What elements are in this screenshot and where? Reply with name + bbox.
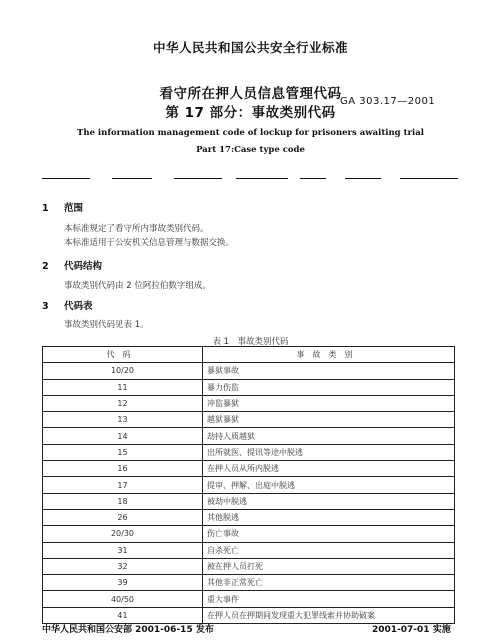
section-1-heading <box>42 200 83 214</box>
title-rule-segment <box>345 178 381 179</box>
category-cell: 自杀死亡 <box>203 542 455 558</box>
code-cell: 40/50 <box>43 591 203 607</box>
category-cell: 暴力伤监 <box>203 379 455 395</box>
section-3-heading <box>42 298 93 312</box>
case-type-code-table <box>42 346 455 624</box>
category-cell: 被劫中脱逃 <box>203 493 455 509</box>
title-rule-segment <box>300 178 326 179</box>
code-cell: 13 <box>43 412 203 428</box>
table-row <box>43 591 455 607</box>
implementation-date: 2001-07-01 实施 <box>372 625 451 635</box>
category-cell: 在押人员在押期间发现重大犯罪线索并协助破案 <box>203 607 455 623</box>
category-cell: 冲监暴狱 <box>203 395 455 411</box>
section-number: 3 <box>42 301 49 312</box>
title-rule-segment <box>174 178 222 179</box>
table-caption: 表 1 事故类别代码 <box>212 337 289 347</box>
code-cell: 15 <box>43 444 203 460</box>
column-header-code: 代码 <box>43 347 203 363</box>
code-cell: 41 <box>43 607 203 623</box>
category-cell: 暴狱事故 <box>203 363 455 379</box>
table-row <box>43 493 455 509</box>
section-title: 代码结构 <box>64 261 103 272</box>
table-row <box>43 509 455 525</box>
section-2-paragraph: 事故类别代码由 2 位阿拉伯数字组成。 <box>64 281 211 291</box>
table-row <box>43 558 455 574</box>
code-cell: 17 <box>43 477 203 493</box>
standard-code: GA 303.17—2001 <box>340 96 436 107</box>
code-cell: 20/30 <box>43 526 203 542</box>
title-rule-segment <box>400 178 458 179</box>
table-row <box>43 575 455 591</box>
code-cell: 26 <box>43 509 203 525</box>
table-row <box>43 461 455 477</box>
english-subtitle: Part 17:Case type code <box>196 145 305 155</box>
section-title: 范围 <box>64 203 84 214</box>
section-title: 代码表 <box>64 301 93 312</box>
section-1-paragraph: 本标准适用于公安机关信息管理与数据交换。 <box>64 238 235 248</box>
section-3-paragraph: 事故类别代码见表 1。 <box>64 320 149 330</box>
column-header-category: 事故类别 <box>203 347 455 363</box>
english-title: The information management code of lockup for prisoners awaiting trial <box>77 128 424 138</box>
category-cell: 其他非正常死亡 <box>203 575 455 591</box>
publication-date: 中华人民共和国公安部 2001-06-15 发布 <box>42 625 214 635</box>
category-cell: 劫持人质越狱 <box>203 428 455 444</box>
table-row <box>43 395 455 411</box>
category-cell: 越狱暴狱 <box>203 412 455 428</box>
section-number: 2 <box>42 261 49 272</box>
code-cell: 31 <box>43 542 203 558</box>
table-row <box>43 444 455 460</box>
code-cell: 39 <box>43 575 203 591</box>
category-cell: 被在押人员打死 <box>203 558 455 574</box>
code-cell: 18 <box>43 493 203 509</box>
table-row <box>43 363 455 379</box>
category-cell: 其他脱逃 <box>203 509 455 525</box>
code-cell: 11 <box>43 379 203 395</box>
section-2-heading <box>42 258 102 272</box>
code-cell: 14 <box>43 428 203 444</box>
title-rule-segment <box>236 178 288 179</box>
title-rule-segment <box>42 178 90 179</box>
section-number: 1 <box>42 203 49 214</box>
category-cell: 在押人员从所内脱逃 <box>203 461 455 477</box>
table-row <box>43 379 455 395</box>
code-cell: 16 <box>43 461 203 477</box>
category-cell: 出所就医、提讯等途中脱逃 <box>203 444 455 460</box>
category-cell: 提审、押解、出庭中脱逃 <box>203 477 455 493</box>
table-row <box>43 428 455 444</box>
category-cell: 伤亡事故 <box>203 526 455 542</box>
category-cell: 重大事件 <box>203 591 455 607</box>
standard-category-header: 中华人民共和国公共安全行业标准 <box>152 40 348 55</box>
code-cell: 32 <box>43 558 203 574</box>
document-subtitle: 第 17 部分：事故类别代码 <box>165 105 336 121</box>
table-row <box>43 542 455 558</box>
table-row <box>43 412 455 428</box>
title-rule-segment <box>112 178 152 179</box>
code-cell: 10/20 <box>43 363 203 379</box>
section-1-paragraph: 本标准规定了看守所内事故类别代码。 <box>64 224 209 234</box>
table-row <box>43 477 455 493</box>
table-header-row <box>43 347 455 363</box>
code-cell: 12 <box>43 395 203 411</box>
table-row <box>43 526 455 542</box>
document-title: 看守所在押人员信息管理代码 <box>159 86 342 102</box>
